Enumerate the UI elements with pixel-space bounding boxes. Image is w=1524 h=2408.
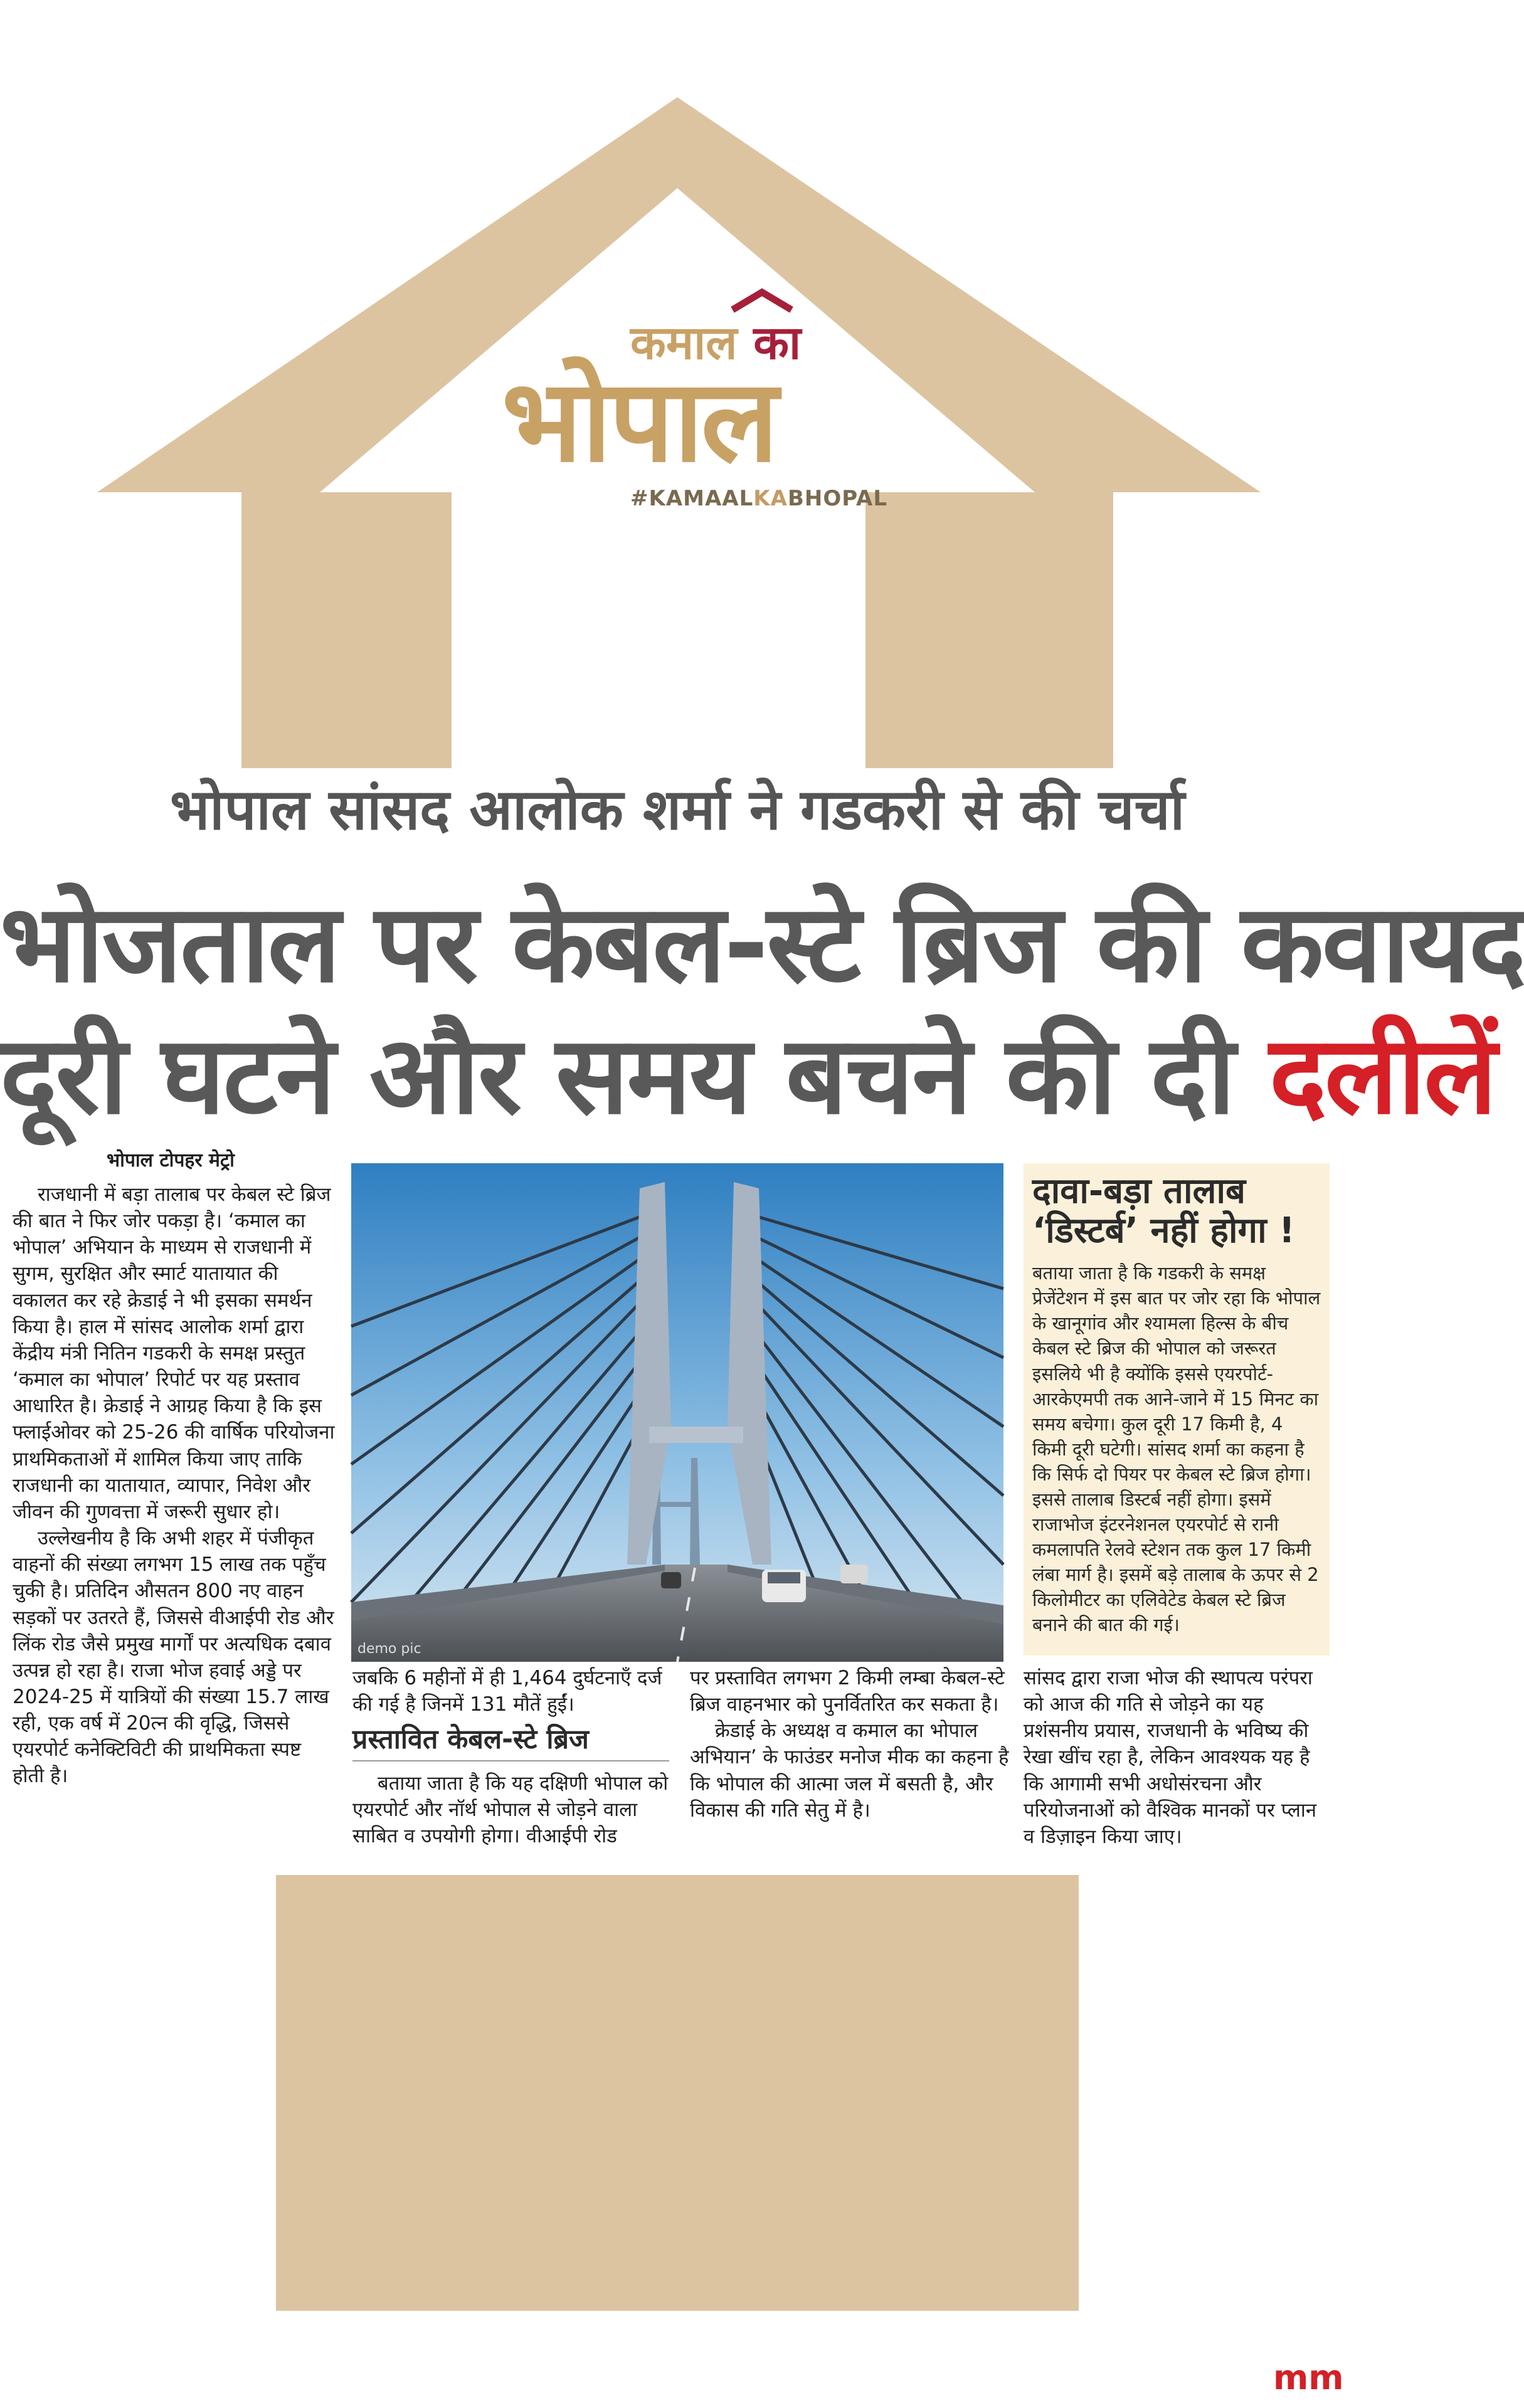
- logo-word-kamaal: कमाल: [630, 316, 738, 370]
- column-1-paragraph-1: राजधानी में बड़ा तालाब पर केबल स्टे ब्रिज की बात ने फिर जोर पकड़ा है। ‘कमाल का भोपाल’ अभियान के माध्यम से राजधानी में सुगम, सुरक्षित और स्मार्ट यातायात की वकालत कर रहे क्रेडाई ने भी इसका समर्थन किया है। हाल में सांसद आलोक शर्मा द्वारा केंद्रीय मंत्री नितिन गडकरी के समक्ष प्रस्तुत ‘कमाल का भोपाल’ रिपोर्ट पर यह प्रस्ताव आधारित है। क्रेडाई ने आग्रह किया है कि इस फ्लाईओवर को 25-26 की वार्षिक परियोजना प्राथमिकताओं में शामिल किया जाए ताकि राजधानी का यातायात, व्यापार, निवेश और जीवन की गुणवत्ता में जरूरी सुधार हो।: [13, 1183, 335, 1523]
- logo-word-bhopal: भोपाल: [502, 354, 776, 487]
- article-column-2: [352, 1665, 669, 1849]
- headline-highlight-word: दलीलें: [1269, 1012, 1495, 1138]
- hashtag-part-3: BHOPAL: [787, 486, 888, 511]
- column-1-paragraph-2: उल्लेखनीय है कि अभी शहर में पंजीकृत वाहनों की संख्या लगभग 15 लाख तक पहुँच चुकी है। प्रतिदिन औसतन 800 नए वाहन सड़कों पर उतरते हैं, जिससे वीआईपी रोड और लिंक रोड जैसे प्रमुख मार्गों पर अत्यधिक दबाव उत्पन्न हो रहा है। राजा भोज हवाई अड्डे पर 2024-25 में यात्रियों की संख्या 15.7 लाख रही, एक वर्ष में 20त्न की वृद्धि, जिससे एयरपोर्ट कनेक्टिविटी की प्राथमिकता स्पष्ट होती है।: [13, 1527, 334, 1788]
- main-headline-line-2: [0, 1012, 1495, 1138]
- article-column-4: [1024, 1665, 1331, 1850]
- logo-hashtag: [630, 486, 887, 511]
- publisher-mark: mm: [1273, 2358, 1344, 2397]
- main-headline-line-1: भोजताल पर केबल-स्टे ब्रिज की कवायद: [0, 880, 1524, 1006]
- subheading-proposed-bridge: प्रस्तावित केबल-स्टे ब्रिज: [352, 1724, 669, 1761]
- hashtag-part-2: KA: [753, 486, 788, 511]
- bridge-photo: [351, 1163, 1003, 1662]
- roof-icon: [728, 288, 796, 314]
- column-4-paragraph-1: सांसद द्वारा राजा भोज की स्थापत्य परंपरा को आज की गति से जोड़ने का यह प्रशंसनीय प्रयास, राजधानी के भविष्य की रेखा खींच रहा है, लेकिन आवश्यक यह है कि आगामी सभी अधोसंरचना और परियोजनाओं को वैश्विक मानकों पर प्लान व डिज़ाइन किया जाए।: [1024, 1667, 1317, 1848]
- article-column-3: [690, 1665, 1010, 1824]
- headline-line-2-text: दूरी घटने और समय बचने की दी: [0, 1012, 1269, 1138]
- logo-word-ka: का: [753, 316, 802, 370]
- hashtag-part-1: #KAMAAL: [630, 486, 754, 511]
- sidebar-title: दावा-बड़ा तालाब ‘डिस्टर्ब’ नहीं होगा !: [1032, 1171, 1295, 1251]
- photo-credit: demo pic: [357, 1641, 421, 1657]
- column-2-paragraph-1: जबकि 6 महीनों में ही 1,464 दुर्घटनाएँ दर्ज की गई है जिनमें 131 मौतें हुईं।: [352, 1667, 662, 1716]
- sidebar-box: [1024, 1163, 1330, 1656]
- sidebar-text: बताया जाता है कि गडकरी के समक्ष प्रेजेंटेशन में इस बात पर जोर रहा कि भोपाल के खानूगांव और श्यामला हिल्स के बीच केबल स्टे ब्रिज की भोपाल को जरूरत इसलिये भी है क्योंकि इससे एयरपोर्ट-आरकेएमपी तक आने-जाने में 15 मिनट का समय बचेगा। कुल दूरी 17 किमी है, 4 किमी दूरी घटेगी। सांसद शर्मा का कहना है कि सिर्फ दो पियर पर केबल स्टे ब्रिज होगा। इससे तालाब डिस्टर्ब नहीं होगा। इसमें राजाभोज इंटरनेशनल एयरपोर्ट से रानी कमलापति रेलवे स्टेशन तक कुल 17 किमी लंबा मार्ग है। इसमें बड़े तालाब के ऊपर से 2 किलोमीटर का एलिवेटेड केबल स्टे ब्रिज बनाने की बात की गई।: [1032, 1262, 1321, 1635]
- article-column-1: [13, 1181, 339, 1790]
- column-2-paragraph-2: बताया जाता है कि यह दक्षिणी भोपाल को एयरपोर्ट और नॉर्थ भोपाल से जोड़ने वाला साबित व उपयोगी होगा। वीआईपी रोड: [352, 1772, 669, 1848]
- column-3-paragraph-2: क्रेडाई के अध्यक्ष व कमाल का भोपाल अभियान’ के फाउंडर मनोज मीक का कहना है कि भोपाल की आत्मा जल में बसती है, और विकास की गति सेतु में है।: [690, 1719, 1009, 1822]
- byline: भोपाल टोपहर मेट्रो: [107, 1149, 235, 1171]
- column-3-paragraph-1: पर प्रस्तावित लगभग 2 किमी लम्बा केबल-स्टे ब्रिज वाहनभार को पुनर्वितरित कर सकता है।: [690, 1667, 1005, 1716]
- kicker-headline: भोपाल सांसद आलोक शर्मा ने गडकरी से की चर्चा: [169, 777, 1185, 843]
- kamaal-ka-bhopal-logo: [502, 288, 888, 527]
